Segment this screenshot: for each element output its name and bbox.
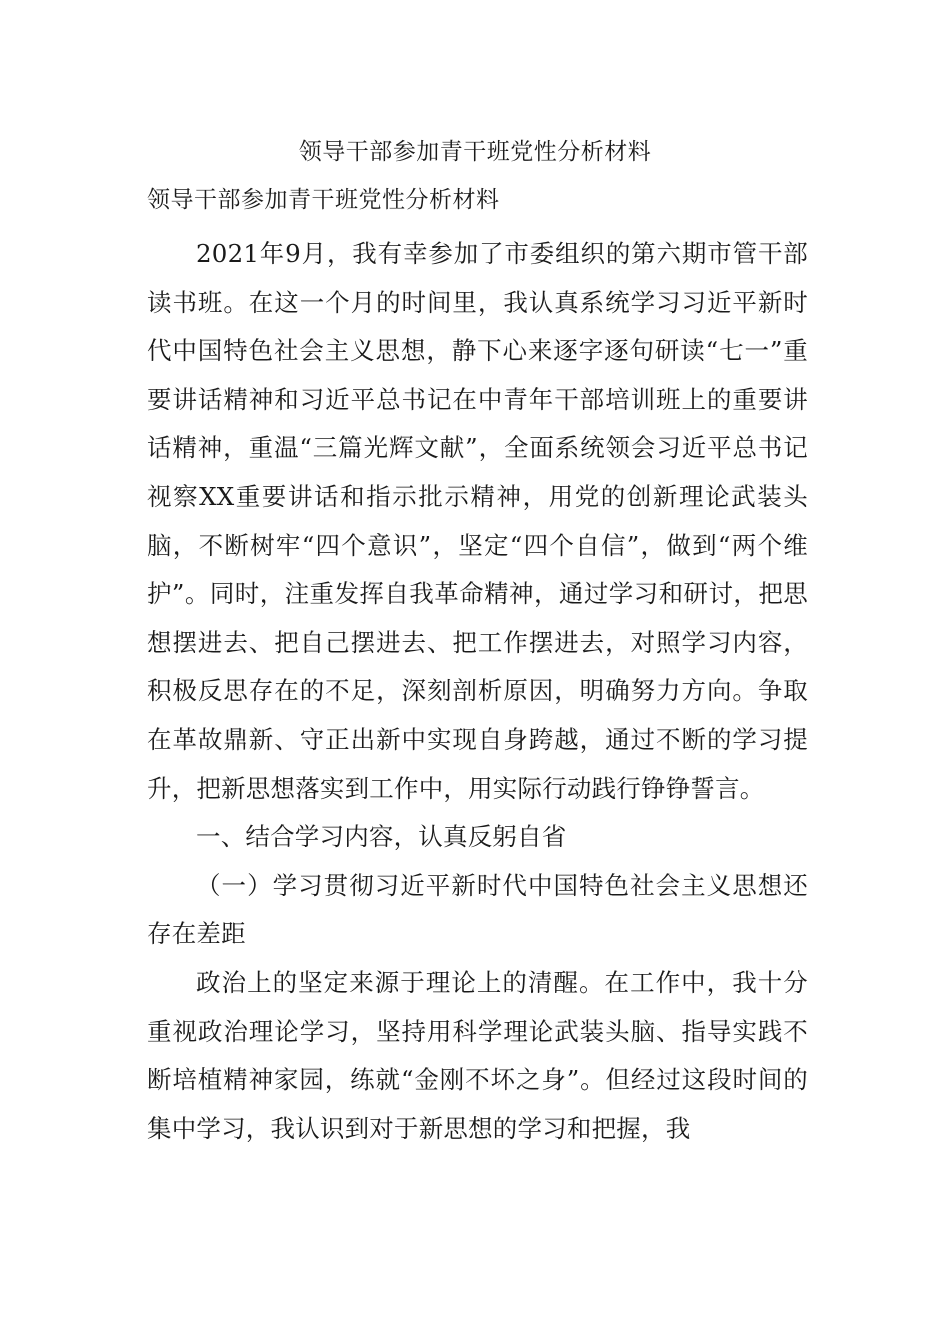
paragraph-intro: 2021年9月，我有幸参加了市委组织的第六期市管干部读书班。在这一个月的时间里，我认真系统学习习近平新时代中国特色社会主义思想，静下心来逐字逐句研读“七一”重要讲话精神和习近平总书记在中青年干部培训班上的重要讲话精神，重温“三篇光辉文献”，全面系统领会习近平总书记视察XX重要讲话和指示批示精神，用党的创新理论武装头脑，不断树牢“四个意识”，坚定“四个自信”，做到“两个维护”。同时，注重发挥自我革命精神，通过学习和研讨，把思想摆进去、把自己摆进去、把工作摆进去，对照学习内容，积极反思存在的不足，深刻剖析原因，明确努力方向。争取在革故鼎新、守正出新中实现自身跨越，通过不断的学习提升，把新思想落实到工作中，用实际行动践行铮铮誓言。: [147, 239, 808, 803]
paragraph-political: 政治上的坚定来源于理论上的清醒。在工作中，我十分重视政治理论学习，坚持用科学理论武装头脑、指导实践不断培植精神家园，练就“金刚不坏之身”。但经过这段时间的集中学习，我认识到对于新思想的学习和把握，我: [147, 967, 808, 1143]
document-title: 领导干部参加青干班党性分析材料: [298, 139, 652, 165]
document-subtitle: 领导干部参加青干班党性分析材料: [147, 187, 500, 213]
document-body: [147, 230, 808, 1153]
section-heading-1: 一、结合学习内容，认真反躬自省: [196, 822, 567, 852]
subsection-heading-1: （一）学习贯彻习近平新时代中国特色社会主义思想还存在差距: [147, 870, 808, 949]
